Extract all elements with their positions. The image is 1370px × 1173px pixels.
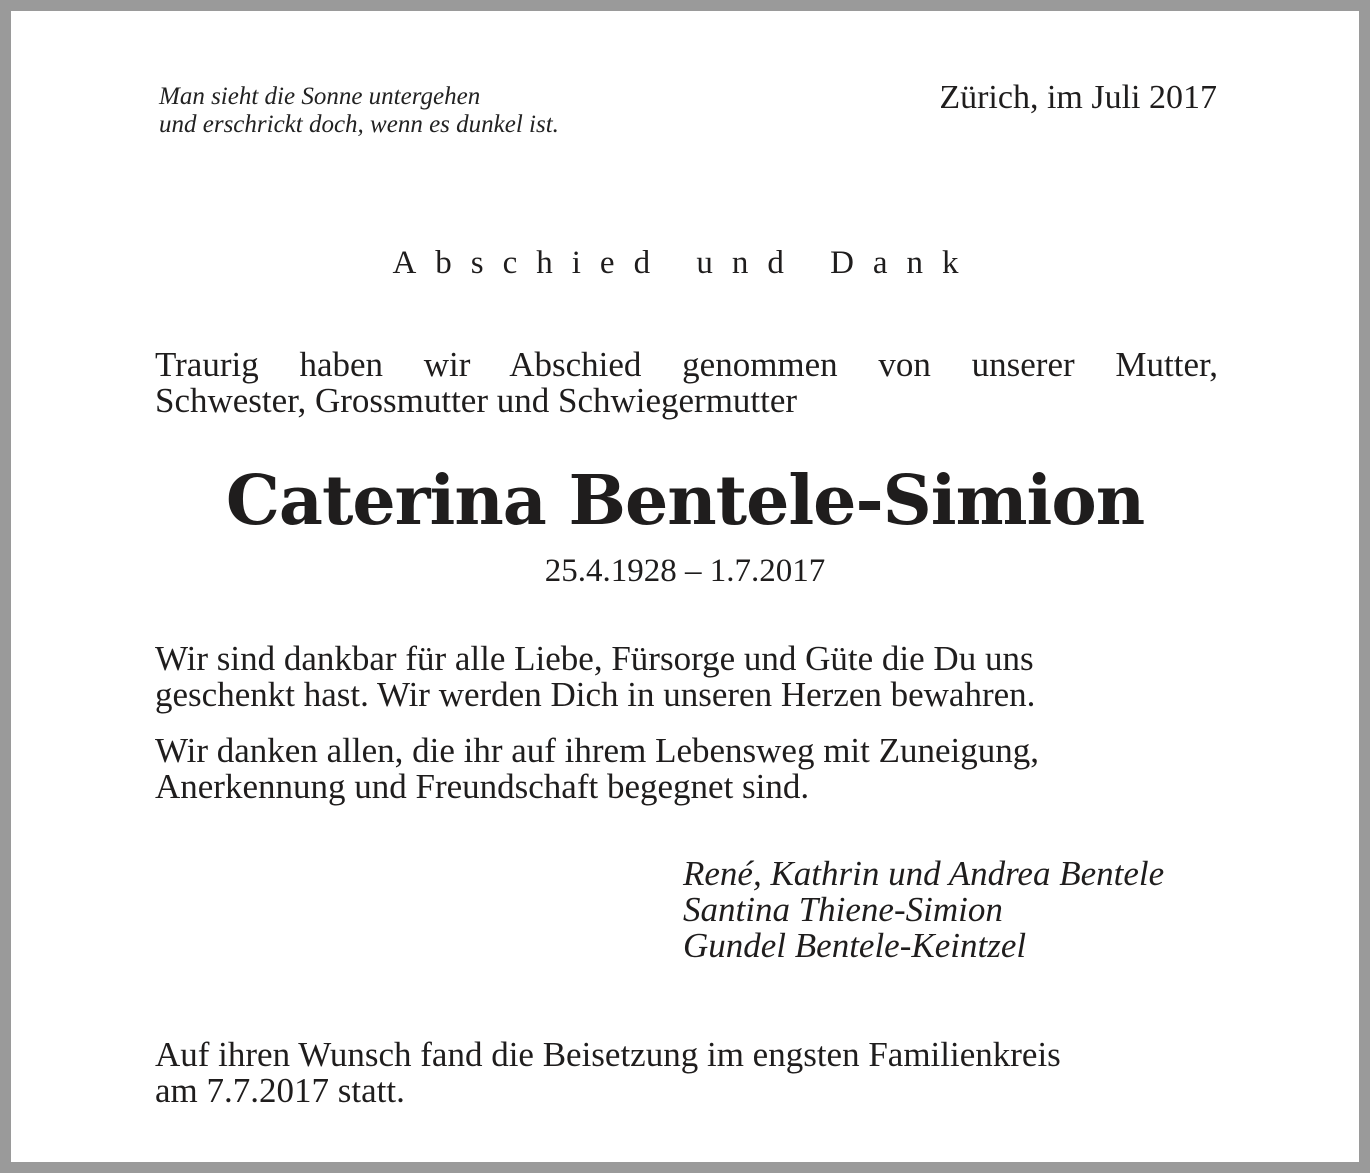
motto-line: Man sieht die Sonne untergehen: [159, 83, 481, 110]
intro-line: Schwester, Grossmutter und Schwiegermutter: [155, 381, 798, 420]
signer: Santina Thiene-Simion: [683, 890, 1003, 929]
notice-heading: Abschied und Dank: [392, 245, 978, 281]
motto-quote: [159, 83, 559, 139]
life-dates: 25.4.1928 – 1.7.2017: [544, 553, 826, 589]
gratitude-paragraph: [155, 641, 1035, 713]
thanks-paragraph: [155, 733, 1039, 805]
intro-line: Traurig haben wir Abschied genommen von unserer Mutter,: [155, 345, 1218, 384]
motto-line: und erschrickt doch, wenn es dunkel ist.: [159, 111, 559, 138]
paragraph-line: geschenkt hast. Wir werden Dich in unseren Herzen bewahren.: [155, 675, 1036, 714]
paragraph-line: Wir danken allen, die ihr auf ihrem Lebensweg mit Zuneigung,: [155, 731, 1040, 770]
burial-note: [155, 1037, 1061, 1109]
place-date: Zürich, im Juli 2017: [939, 79, 1217, 116]
paragraph-line: Wir sind dankbar für alle Liebe, Fürsorge und Güte die Du uns: [155, 639, 1034, 678]
paragraph-line: am 7.7.2017 statt.: [155, 1071, 405, 1110]
intro-text: [155, 347, 1218, 419]
obituary-notice: [11, 11, 1359, 1162]
paragraph-line: Anerkennung und Freundschaft begegnet sind.: [155, 767, 810, 806]
paragraph-line: Auf ihren Wunsch fand die Beisetzung im engsten Familienkreis: [155, 1035, 1061, 1074]
signer: René, Kathrin und Andrea Bentele: [683, 854, 1165, 893]
deceased-name: Caterina Bentele-Simion: [225, 461, 1145, 541]
signer: Gundel Bentele-Keintzel: [683, 926, 1027, 965]
signers-list: [683, 856, 1164, 964]
